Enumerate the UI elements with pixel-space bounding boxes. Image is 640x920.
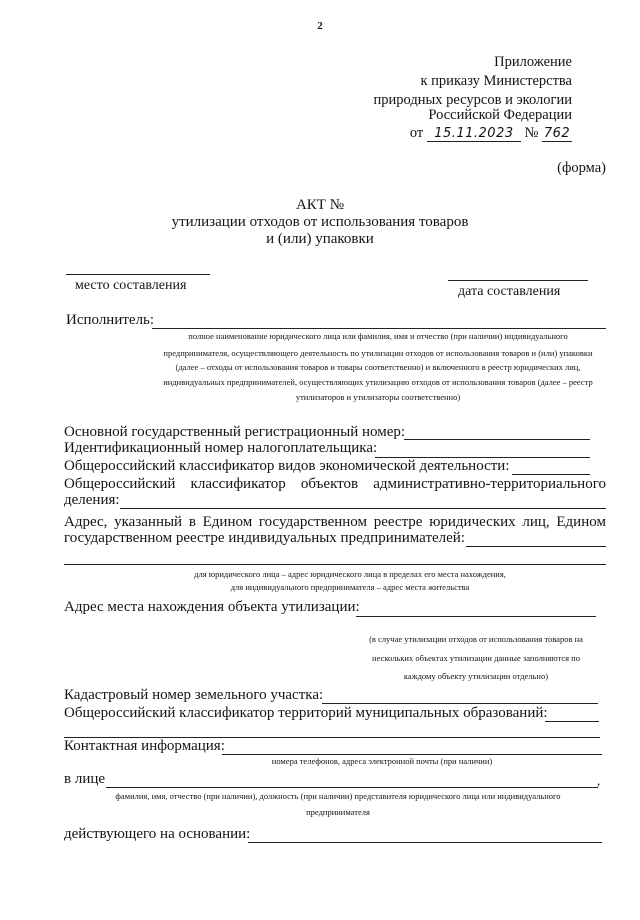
appendix-line-3: природных ресурсов и экологии [373,92,572,108]
number-sign: № [524,125,539,141]
ogrn-label: Основной государственный регистрационный номер: [64,424,406,440]
executor-hint-5: утилизаторов и утилизаторы соответственно) [295,392,461,402]
address-line-full [64,564,606,565]
appendix-date-line [410,125,572,142]
appendix-line-2: к приказу Министерства [420,73,572,89]
place-label: место составления [75,278,187,293]
address-word-8: лиц, [522,514,550,530]
person-hint-2: предпринимателя [306,807,370,817]
executor-hint-4: индивидуальных предпринимателей, осуществляющих утилизацию отходов от использования товаров (далее – реестр [163,377,593,387]
person-comma: , [597,773,601,788]
address-word-4: Едином [202,514,253,530]
address-hint-2: для индивидуального предпринимателя – адрес места жительства [230,582,470,592]
facility-hint-1: (в случае утилизации отходов от использования товаров на [369,634,583,644]
okato-line [120,508,606,509]
basis-line [248,842,602,843]
ogrn-line [404,439,590,440]
executor-hint-1: полное наименование юридического лица или фамилия, имя и отчество (при наличии) индивидуального [188,331,568,341]
person-line [106,787,598,788]
act-title: АКТ № [295,197,345,213]
address-word-6: реестре [373,514,423,530]
address-word-1: Адрес, [64,514,108,530]
contact-label: Контактная информация: [64,738,225,754]
appendix-line-1: Приложение [494,54,572,70]
cadastral-label: Кадастровый номер земельного участка: [64,687,324,703]
page-number: 2 [317,20,323,32]
address-hint-1: для юридического лица – адрес юридического лица в пределах его места нахождения, [194,569,506,579]
facility-hint-3: каждому объекту утилизации отдельно) [403,671,549,681]
order-number: 762 [543,126,571,141]
okato-word-2: классификатор [190,476,286,492]
facility-address-label: Адрес места нахождения объекта утилизации: [64,599,360,615]
okato-word-4: административно-территориального [373,476,606,492]
form-label: (форма) [557,160,606,176]
address-line-1 [64,514,606,531]
executor-hint-3: (далее – отходы от использования товаров и товары соответственно) и включенного в реестр юридических лиц, [175,362,581,372]
order-date: 15.11.2023 [427,126,521,142]
okato-word-3: объектов [300,476,359,492]
address-label: государственном реестре индивидуальных предпринимателей: [64,530,465,546]
okved-label: Общероссийский классификатор видов экономической деятельности: [64,458,510,474]
address-word-3: в [188,514,196,530]
contact-hint: номера телефонов, адреса электронной почты (при наличии) [271,756,493,766]
executor-hint-2: предпринимателя, осуществляющего деятельность по утилизации отходов от использования товаров и (или) упаковки [163,348,593,358]
basis-label: действующего на основании: [64,826,251,842]
okato-label: деления: [64,492,120,508]
address-word-7: юридических [429,514,516,530]
appendix-line-4: Российской Федерации [428,107,572,123]
date-prefix: от [409,125,424,141]
okato-line-1 [64,476,606,493]
oktmo-line [545,721,599,722]
facility-address-line [356,616,596,617]
executor-label: Исполнитель: [66,312,155,328]
address-line-end [466,546,606,547]
okato-word-1: Общероссийский [64,476,176,492]
person-label: в лице [64,771,106,787]
place-line [66,274,210,275]
okved-line [512,474,590,475]
address-word-2: указанный [114,514,183,530]
act-subtitle-1: утилизации отходов от использования товаров [171,214,469,230]
oktmo-label: Общероссийский классификатор территорий муниципальных образований: [64,705,548,721]
act-subtitle-2: и (или) упаковки [266,231,374,247]
facility-hint-2: нескольких объектах утилизации данные заполняются по [372,653,580,663]
address-word-9: Едином [556,514,606,530]
inn-label: Идентификационный номер налогоплательщика: [64,440,378,456]
address-word-5: государственном [258,514,367,530]
cadastral-line [322,703,598,704]
person-hint-1: фамилия, имя, отчество (при наличии), должность (при наличии) представителя юридического лица или индивидуального [115,791,561,801]
executor-line [152,328,606,329]
date-line [448,280,588,281]
date-label: дата составления [458,284,561,299]
